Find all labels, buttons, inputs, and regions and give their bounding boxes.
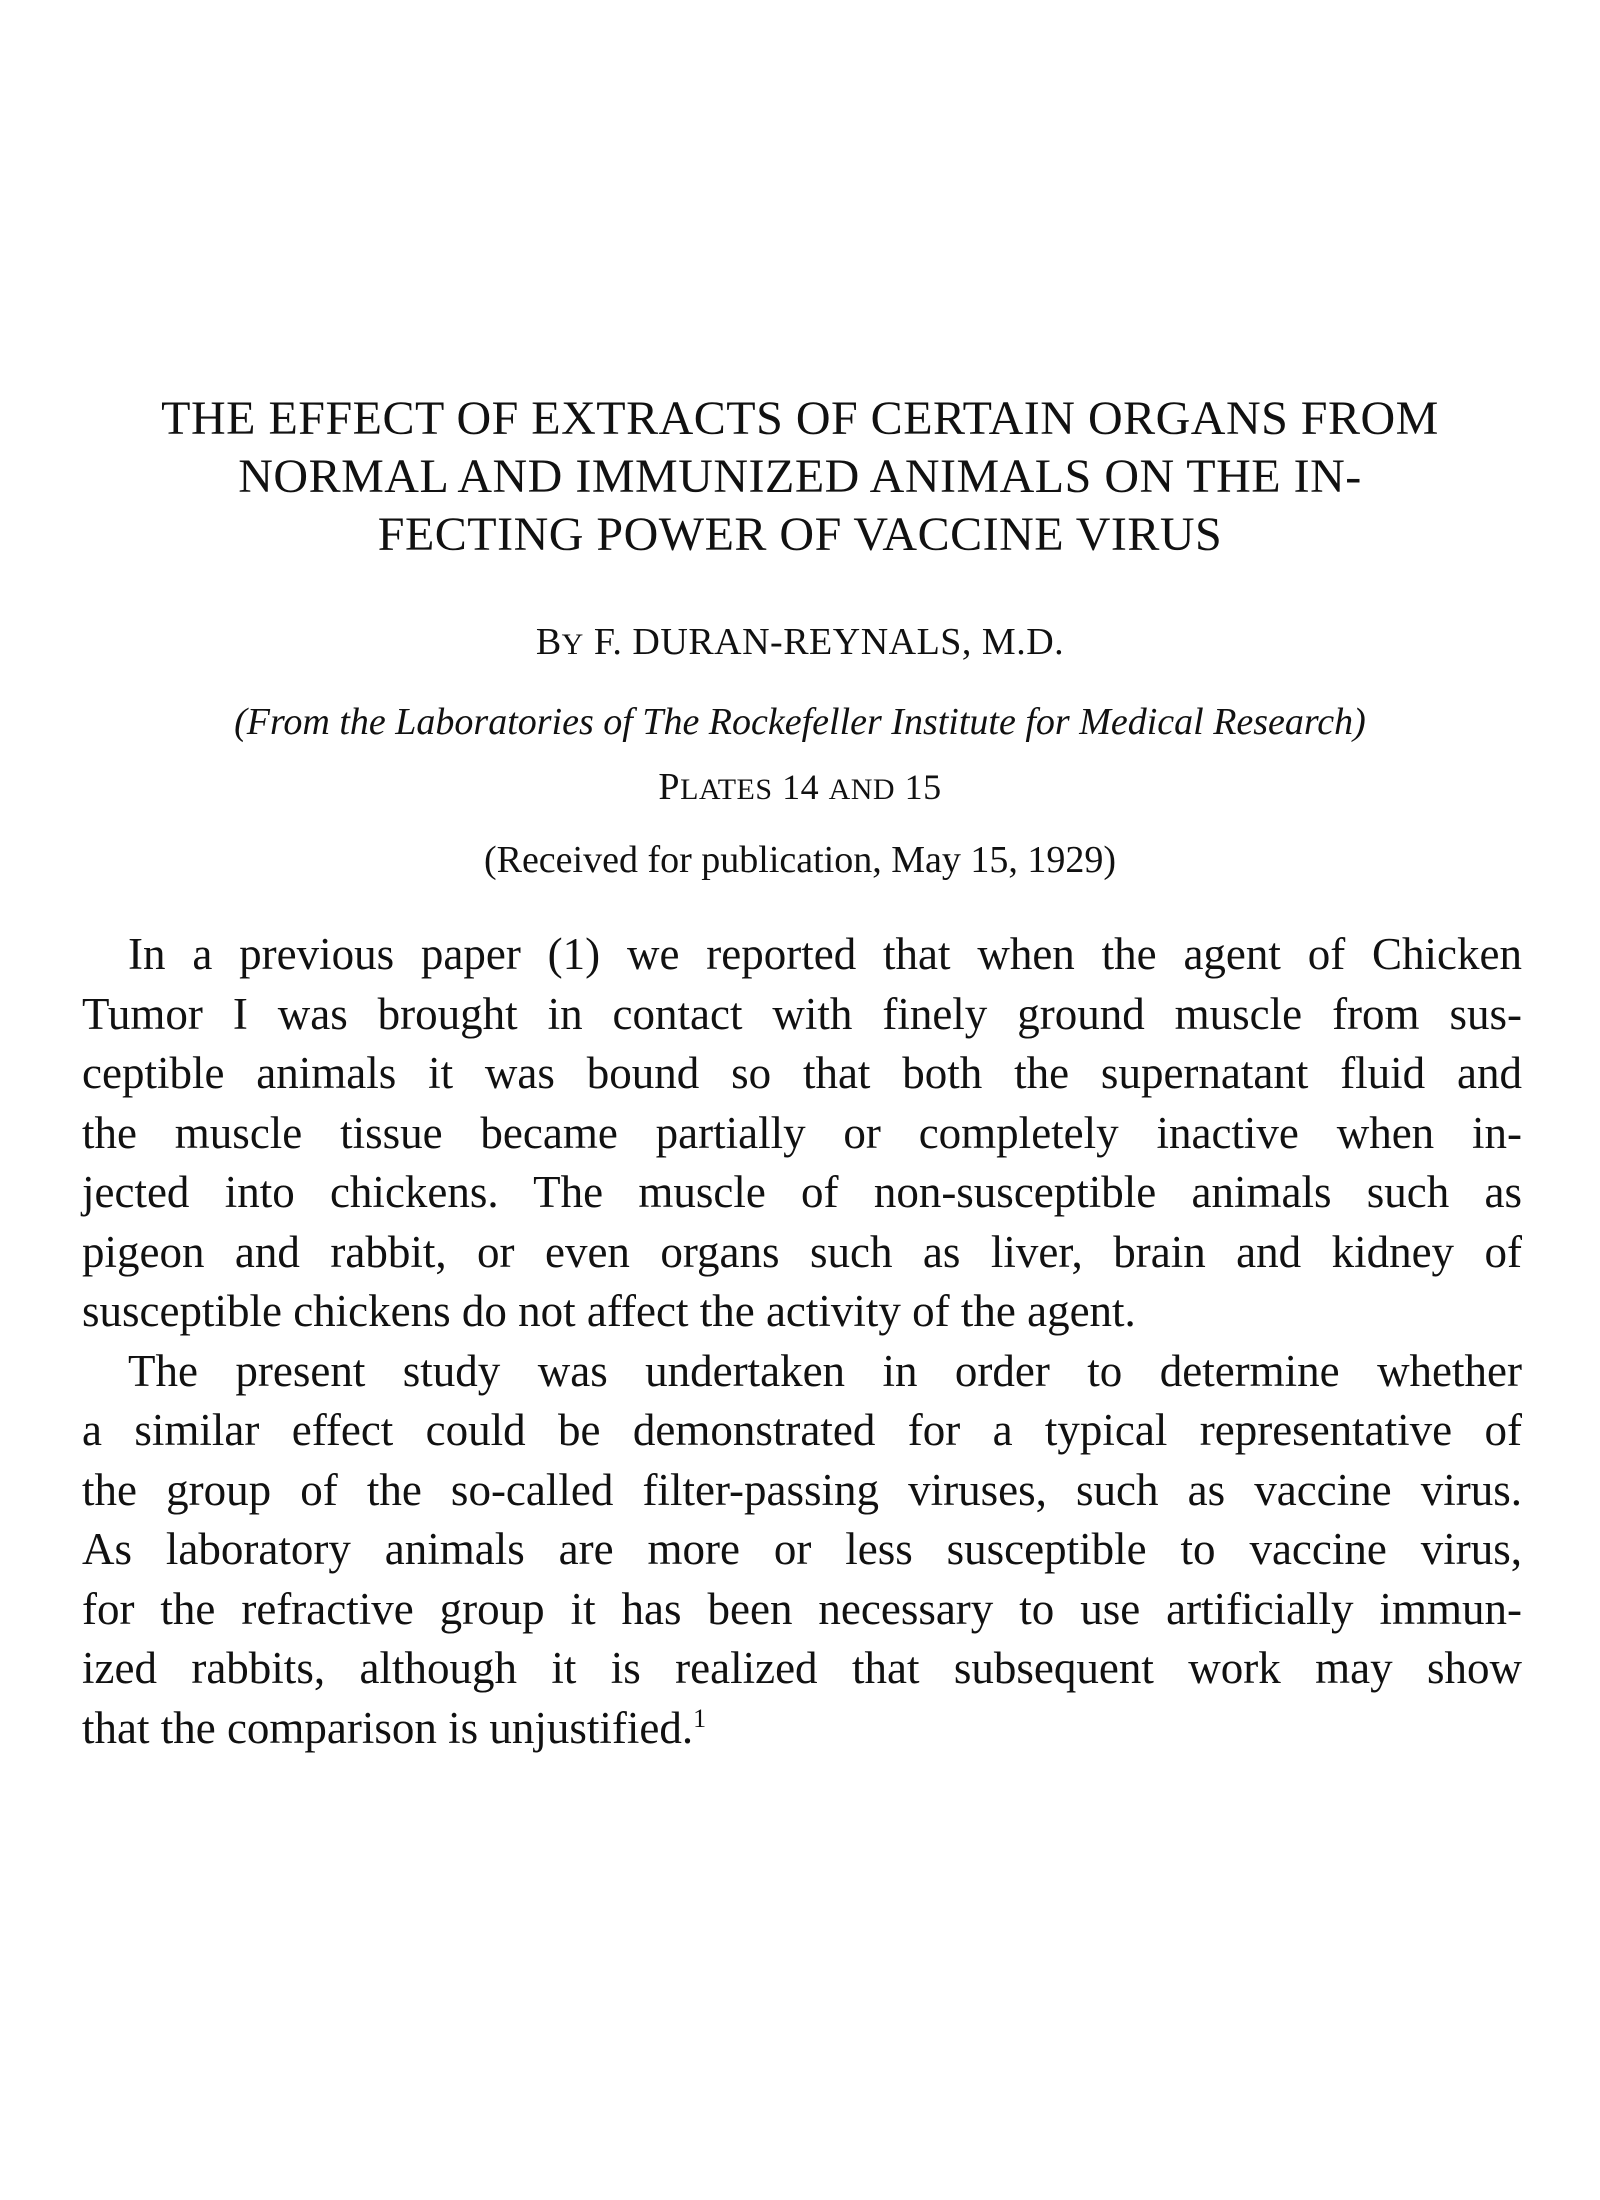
- paragraph-line: [82, 1699, 1522, 1759]
- footnote-marker[interactable]: 1: [693, 1703, 707, 1733]
- paragraph-line-text: that the comparison is unjustified.: [82, 1702, 694, 1753]
- paragraph-line: the muscle tissue became partially or completely inactive when in-: [82, 1107, 1522, 1158]
- title-line: NORMAL AND IMMUNIZED ANIMALS ON THE IN-: [238, 450, 1362, 503]
- paragraph-line: Tumor I was brought in contact with finely ground muscle from sus-: [82, 988, 1522, 1039]
- paragraph: [82, 925, 1522, 1342]
- paragraph-line: In a previous paper (1) we reported that when the agent of Chicken: [128, 929, 1522, 979]
- paragraph: [82, 1342, 1522, 1759]
- paragraph-line: ceptible animals it was bound so that both the supernatant fluid and: [82, 1048, 1522, 1098]
- paragraph-line: for the refractive group it has been necessary to use artificially immun-: [82, 1583, 1522, 1634]
- paragraph-line: ized rabbits, although it is realized that subsequent work may show: [82, 1643, 1522, 1693]
- plates-note: [0, 765, 1600, 809]
- paragraph-line: the group of the so-called filter-passing viruses, such as vaccine virus.: [82, 1464, 1522, 1515]
- paragraph-line: As laboratory animals are more or less susceptible to vaccine virus,: [82, 1524, 1522, 1574]
- plates-and: AND: [828, 773, 896, 806]
- byline-by-rest: Y: [561, 628, 584, 661]
- plate-number: 14: [782, 767, 820, 807]
- paragraph-line: pigeon and rabbit, or even organs such as liver, brain and kidney of: [82, 1226, 1522, 1277]
- title-line: THE EFFECT OF EXTRACTS OF CERTAIN ORGANS FROM: [161, 392, 1439, 445]
- affiliation: (From the Laboratories of The Rockefeller Institute for Medical Research): [234, 701, 1366, 743]
- plate-number: 15: [904, 767, 942, 807]
- paragraph-line: jected into chickens. The muscle of non-susceptible animals such as: [82, 1167, 1522, 1217]
- paragraph-line: The present study was undertaken in order to determine whether: [128, 1345, 1522, 1396]
- title-line: FECTING POWER OF VACCINE VIRUS: [377, 508, 1223, 561]
- plates-word: LATES: [680, 773, 773, 806]
- author-byline: [0, 620, 1600, 664]
- paragraph-line: susceptible chickens do not affect the activity of the agent.: [82, 1286, 1136, 1336]
- article-body: [82, 925, 1522, 1758]
- received-date: (Received for publication, May 15, 1929): [483, 839, 1117, 881]
- byline-by-initial: B: [535, 621, 562, 663]
- paragraph-line: a similar effect could be demonstrated for a typical representative of: [82, 1405, 1522, 1455]
- article-title: [80, 390, 1520, 564]
- author-name: F. DURAN-REYNALS, M.D.: [593, 621, 1065, 663]
- plates-initial: P: [658, 766, 681, 808]
